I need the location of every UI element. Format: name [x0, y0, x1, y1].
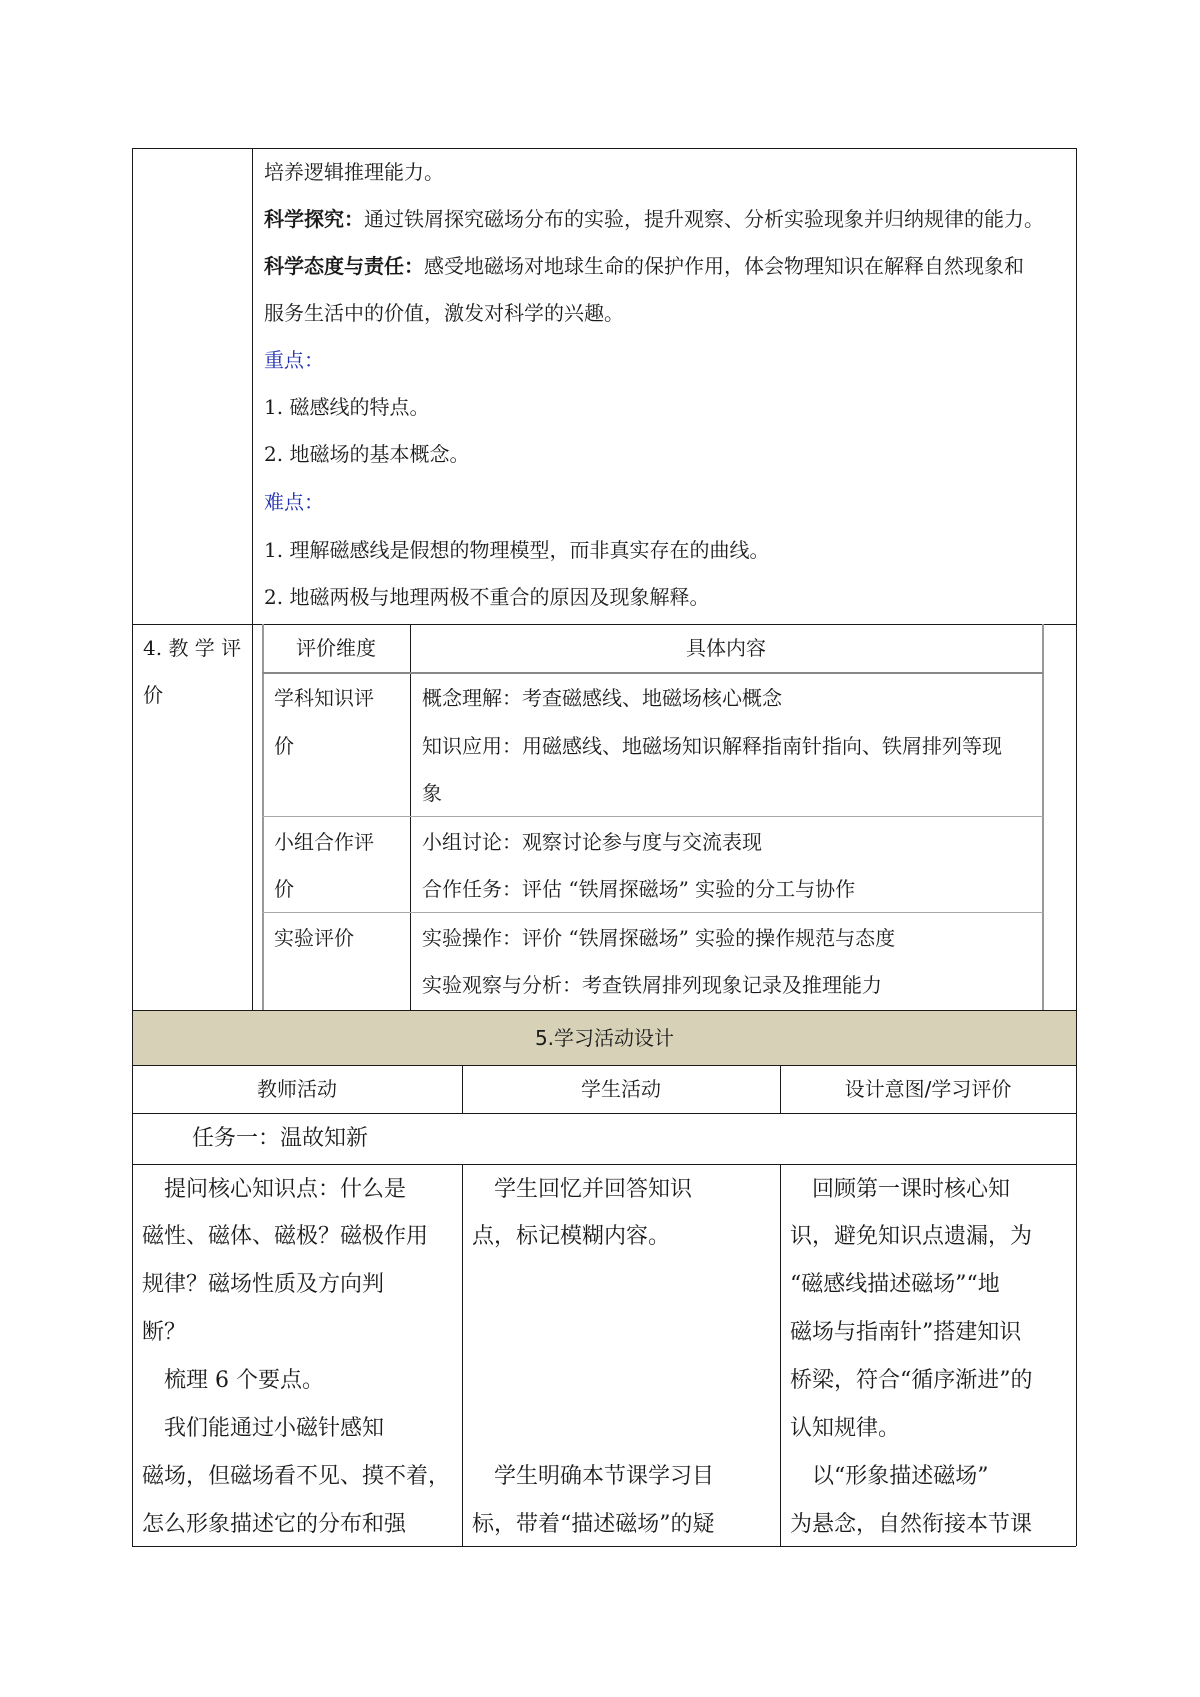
- task-title: 任务一：温故知新: [192, 1126, 369, 1151]
- activity-band-bottom: [132, 1065, 1076, 1066]
- teacher-line: 断？: [142, 1320, 187, 1345]
- teacher-line: 梳理 6 个要点。: [142, 1368, 324, 1393]
- teacher-line: 规律？磁场性质及方向判: [142, 1272, 385, 1297]
- key-points-label: 重点：: [264, 348, 324, 372]
- objectives-bottom-border: [132, 624, 1076, 625]
- table-bottom-border: [132, 1546, 1076, 1547]
- eval-dimension: 实验评价: [274, 926, 354, 950]
- design-line: 以“形象描述磁场”: [790, 1464, 989, 1489]
- attitude-label: 科学态度与责任：: [264, 254, 424, 278]
- student-line: 学生回忆并回答知识: [472, 1177, 693, 1202]
- eval-content-line: 知识应用：用磁感线、地磁场知识解释指南针指向、铁屑排列等现: [422, 734, 1002, 758]
- eval-content-line: 实验观察与分析：考查铁屑排列现象记录及推理能力: [422, 973, 882, 997]
- design-line: 磁场与指南针”搭建知识: [790, 1320, 1022, 1345]
- col-header-student: 学生活动: [581, 1077, 661, 1101]
- difficulty-item: 2. 地磁两极与地理两极不重合的原因及现象解释。: [264, 585, 710, 609]
- teacher-line: 怎么形象描述它的分布和强: [142, 1512, 407, 1537]
- inquiry-text: 通过铁屑探究磁场分布的实验，提升观察、分析实验现象并归纳规律的能力。: [364, 207, 1044, 231]
- design-line: 桥梁，符合“循序渐进”的: [790, 1368, 1033, 1393]
- student-line: 标，带着“描述磁场”的疑: [472, 1512, 715, 1537]
- eval-header-dimension: 评价维度: [296, 636, 376, 660]
- eval-header-content: 具体内容: [686, 636, 766, 660]
- key-point-item: 1. 磁感线的特点。: [264, 395, 430, 419]
- design-line: 认知规律。: [790, 1416, 901, 1441]
- body-col-divider: [462, 1164, 463, 1546]
- teacher-line: 磁性、磁体、磁极？磁极作用: [142, 1224, 429, 1249]
- eval-content-line: 小组讨论：观察讨论参与度与交流表现: [422, 830, 762, 854]
- design-line: 为悬念，自然衔接本节课: [790, 1512, 1033, 1537]
- eval-dimension: 小组合作评: [274, 830, 374, 854]
- objective-line-continued: 培养逻辑推理能力。: [264, 160, 444, 184]
- eval-left-col-divider: [252, 624, 253, 1010]
- eval-content-line: 合作任务：评估 “铁屑探磁场” 实验的分工与协作: [422, 877, 856, 901]
- objective-inquiry: [264, 205, 1044, 233]
- student-line: 学生明确本节课学习目: [472, 1464, 715, 1489]
- task-row-bottom: [132, 1164, 1076, 1165]
- col-header-teacher: 教师活动: [257, 1077, 337, 1101]
- design-line: 识，避免知识点遗漏，为: [790, 1224, 1033, 1249]
- activity-title: 5.学习活动设计: [534, 1026, 675, 1050]
- objectives-col-divider: [252, 148, 253, 624]
- eval-section-label: 4. 教 学 评: [143, 636, 242, 660]
- activity-band: [133, 1011, 1076, 1065]
- objective-attitude: [264, 252, 1024, 280]
- eval-header-bottom: [262, 672, 1043, 674]
- eval-dimension: 学科知识评: [274, 686, 374, 710]
- inquiry-label: 科学探究：: [264, 207, 364, 231]
- eval-inner-left: [262, 624, 264, 1010]
- eval-row-divider: [262, 912, 1043, 913]
- eval-section-label-cont: 价: [143, 683, 163, 707]
- objective-attitude-cont: 服务生活中的价值，激发对科学的兴趣。: [264, 301, 624, 325]
- eval-inner-col-divider: [410, 624, 411, 1010]
- key-point-item: 2. 地磁场的基本概念。: [264, 442, 470, 466]
- teacher-line: 提问核心知识点：什么是: [142, 1177, 407, 1202]
- eval-inner-right: [1042, 624, 1044, 1010]
- body-col-divider: [780, 1164, 781, 1546]
- eval-content-line: 概念理解：考查磁感线、地磁场核心概念: [422, 686, 782, 710]
- eval-dimension-cont: 价: [274, 877, 294, 901]
- eval-content-line: 实验操作：评价 “铁屑探磁场” 实验的操作规范与态度: [422, 926, 896, 950]
- table-right-border: [1076, 148, 1077, 1546]
- table-left-border: [132, 148, 133, 1546]
- table-top-border: [132, 148, 1076, 149]
- eval-row-divider: [262, 816, 1043, 817]
- design-line: “磁感线描述磁场”“地: [790, 1272, 1000, 1297]
- difficulties-label: 难点：: [264, 490, 324, 514]
- student-line: 点，标记模糊内容。: [472, 1224, 671, 1249]
- eval-dimension-cont: 价: [274, 734, 294, 758]
- eval-content-line: 象: [422, 781, 442, 805]
- attitude-text: 感受地磁场对地球生命的保护作用，体会物理知识在解释自然现象和: [424, 254, 1024, 278]
- col-header-design: 设计意图/学习评价: [844, 1077, 1012, 1101]
- difficulty-item: 1. 理解磁感线是假想的物理模型，而非真实存在的曲线。: [264, 538, 770, 562]
- teacher-line: 我们能通过小磁针感知: [142, 1416, 385, 1441]
- header-row-bottom: [132, 1113, 1076, 1114]
- design-line: 回顾第一课时核心知: [790, 1177, 1011, 1202]
- teacher-line: 磁场，但磁场看不见、摸不着，: [142, 1464, 451, 1489]
